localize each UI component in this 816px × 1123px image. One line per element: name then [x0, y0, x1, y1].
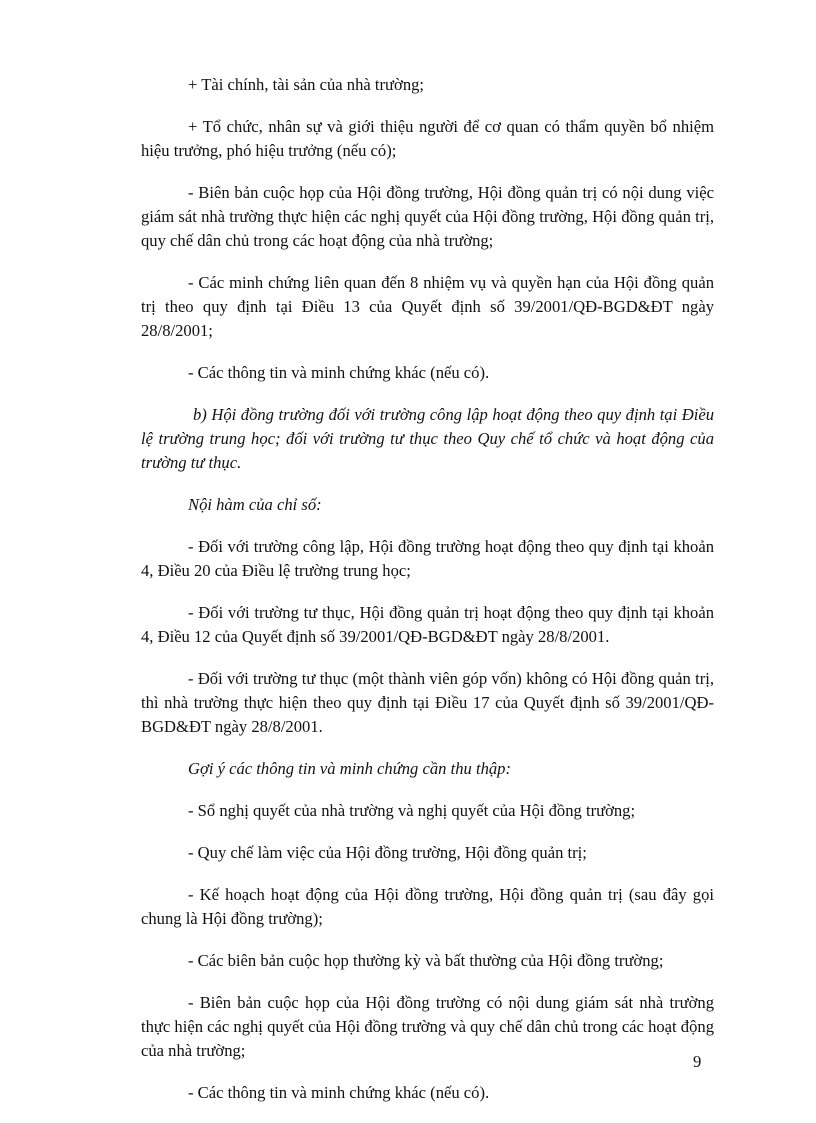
- regular-irregular-minutes-item: - Các biên bản cuộc họp thường kỳ và bất thường của Hội đồng trường;: [188, 951, 664, 970]
- supervision-minutes-item: - Biên bản cuộc họp của Hội đồng trường có nội dung giám sát nhà trường thực hiện các nghị quyết của Hội đồng trường và quy chế dân chủ trong các hoạt động của nhà trường;: [141, 993, 714, 1060]
- other-evidence-item: - Các thông tin và minh chứng khác (nếu có).: [188, 1083, 490, 1102]
- document-body: [141, 73, 714, 1123]
- meeting-minutes-supervision-item: - Biên bản cuộc họp của Hội đồng trường, Hội đồng quản trị có nội dung việc giám sát nhà trường thực hiện các nghị quyết của Hội đồng trường, Hội đồng quản trị, quy chế dân chủ trong các hoạt động của nhà trường;: [141, 183, 714, 250]
- resolution-book-item: - Sổ nghị quyết của nhà trường và nghị quyết của Hội đồng trường;: [188, 801, 636, 820]
- activity-plan-item: - Kế hoạch hoạt động của Hội đồng trường, Hội đồng quản trị (sau đây gọi chung là Hội đồng trường);: [141, 885, 714, 928]
- financial-assets-item: + Tài chính, tài sản của nhà trường;: [188, 75, 425, 94]
- page-number: 9: [693, 1052, 702, 1071]
- evidence-suggestions-heading: Gợi ý các thông tin và minh chứng cần thu thập:: [188, 759, 511, 778]
- single-owner-private-school-item: - Đối với trường tư thục (một thành viên góp vốn) không có Hội đồng quản trị, thì nhà trường thực hiện theo quy định tại Điều 17 của Quyết định số 39/2001/QĐ-BGD&ĐT ngày 28/8/2001.: [141, 669, 714, 736]
- private-school-board-item: - Đối với trường tư thục, Hội đồng quản trị hoạt động theo quy định tại khoản 4, Điều 12 của Quyết định số 39/2001/QĐ-BGD&ĐT ngày 28/8/2001.: [141, 603, 714, 646]
- working-regulation-item: - Quy chế làm việc của Hội đồng trường, Hội đồng quản trị;: [188, 843, 587, 862]
- public-school-board-item: - Đối với trường công lập, Hội đồng trường hoạt động theo quy định tại khoản 4, Điều 20 của Điều lệ trường trung học;: [141, 537, 714, 580]
- other-information-item: - Các thông tin và minh chứng khác (nếu có).: [188, 363, 490, 382]
- board-evidence-item: - Các minh chứng liên quan đến 8 nhiệm vụ và quyền hạn của Hội đồng quản trị theo quy định tại Điều 13 của Quyết định số 39/2001/QĐ-BGD&ĐT ngày 28/8/2001;: [141, 273, 714, 340]
- indicator-scope-heading: Nội hàm của chỉ số:: [188, 495, 322, 514]
- organization-personnel-item: + Tổ chức, nhân sự và giới thiệu người để cơ quan có thẩm quyền bổ nhiệm hiệu trưởng, phó hiệu trưởng (nếu có);: [141, 117, 714, 160]
- indicator-heading-b: b) Hội đồng trường đối với trường công lập hoạt động theo quy định tại Điều lệ trường trung học; đối với trường tư thục theo Quy chế tổ chức và hoạt động của trường tư thục.: [141, 405, 714, 472]
